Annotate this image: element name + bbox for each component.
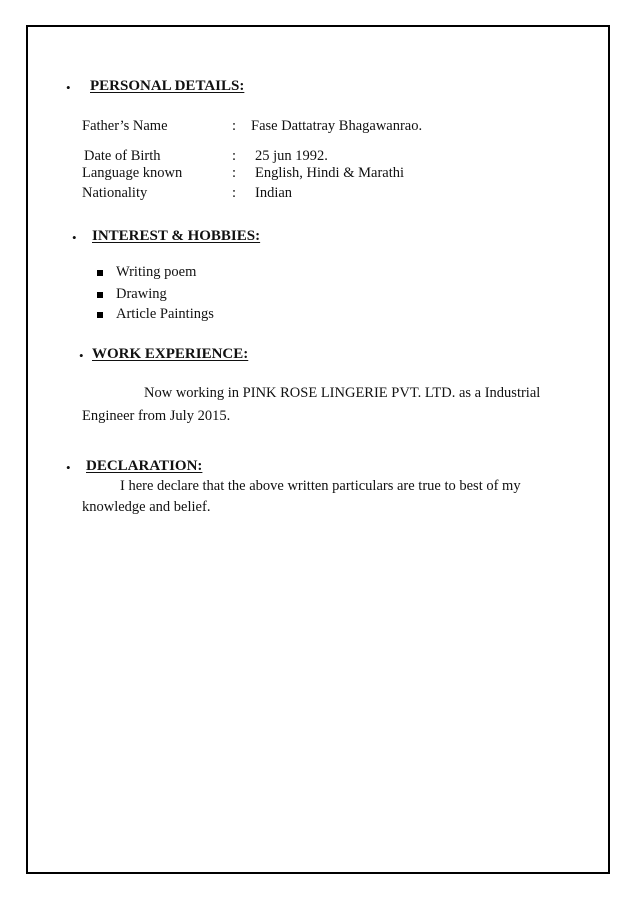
declaration-heading: DECLARATION: bbox=[86, 458, 203, 474]
work-text-line-2: Engineer from July 2015. bbox=[82, 408, 231, 424]
square-bullet-icon bbox=[97, 312, 103, 318]
hobby-item: Article Paintings bbox=[116, 306, 214, 322]
square-bullet-icon bbox=[97, 270, 103, 276]
nationality-sep: : bbox=[232, 185, 237, 201]
declaration-text-line-1: I here declare that the above written particulars are true to best of my bbox=[120, 478, 521, 494]
personal-details-heading: PERSONAL DETAILS: bbox=[90, 78, 245, 94]
language-label: Language known bbox=[82, 165, 183, 181]
bullet-icon: • bbox=[66, 460, 71, 475]
work-text-line-1: Now working in PINK ROSE LINGERIE PVT. LTD. as a Industrial bbox=[144, 385, 541, 401]
fathers-name-value: Fase Dattatray Bhagawanrao. bbox=[251, 118, 423, 134]
dob-value: 25 jun 1992. bbox=[255, 148, 328, 164]
language-sep: : bbox=[232, 165, 237, 181]
bullet-icon: • bbox=[79, 348, 84, 363]
dob-sep: : bbox=[232, 148, 237, 164]
interest-hobbies-heading: INTEREST & HOBBIES: bbox=[92, 228, 261, 244]
bullet-icon: • bbox=[66, 80, 71, 95]
fathers-name-sep: : bbox=[232, 118, 237, 134]
nationality-value: Indian bbox=[255, 185, 293, 201]
hobby-item: Drawing bbox=[116, 286, 167, 302]
nationality-label: Nationality bbox=[82, 185, 148, 201]
dob-label: Date of Birth bbox=[84, 148, 161, 164]
square-bullet-icon bbox=[97, 292, 103, 298]
language-value: English, Hindi & Marathi bbox=[255, 165, 405, 181]
declaration-text-line-2: knowledge and belief. bbox=[82, 499, 211, 515]
hobby-item: Writing poem bbox=[116, 264, 197, 280]
fathers-name-label: Father’s Name bbox=[82, 118, 168, 134]
work-experience-heading: WORK EXPERIENCE: bbox=[92, 346, 249, 362]
bullet-icon: • bbox=[72, 230, 77, 245]
